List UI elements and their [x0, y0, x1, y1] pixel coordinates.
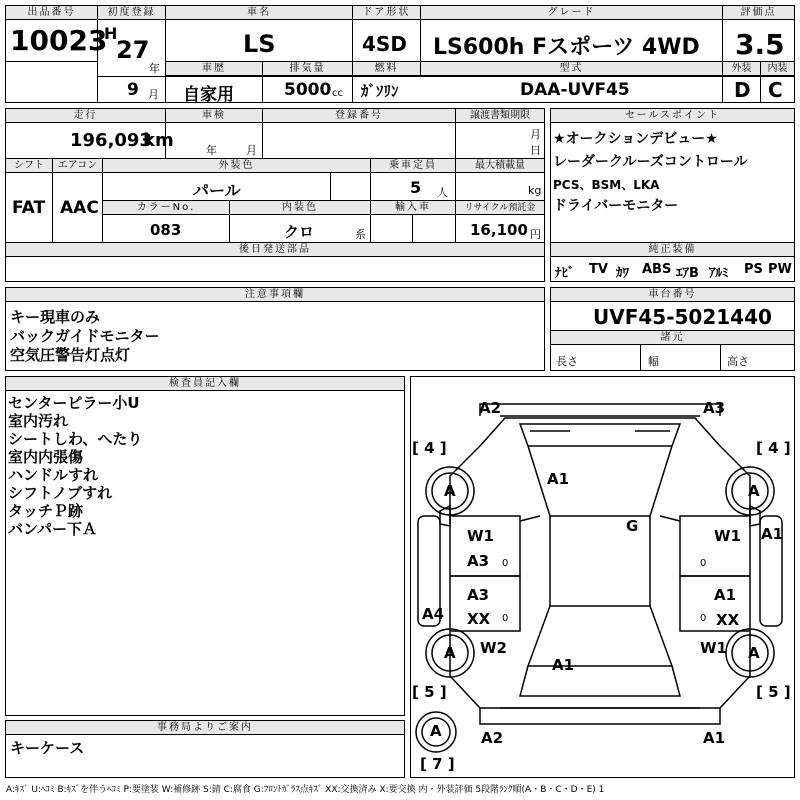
- colorno-label: カラーNo.: [103, 201, 229, 215]
- era: H: [104, 24, 118, 43]
- mark-door-rl-1: A3: [467, 586, 490, 604]
- mark-wheel-rl: A: [444, 644, 456, 662]
- insp-year-unit: 年: [206, 144, 217, 157]
- inspection-label: 車検: [166, 109, 262, 123]
- ext-grade: D: [734, 78, 751, 102]
- mark-door-rl-2: XX: [467, 610, 491, 628]
- mark-wheel-rr: A: [748, 644, 760, 662]
- wheel-no-fr: [ 4 ]: [756, 439, 791, 457]
- intcolor-label: 内装色: [230, 201, 370, 215]
- chassis-label: 車台番号: [551, 288, 794, 302]
- notes-label: 注意事項欄: [6, 288, 544, 302]
- fuel: ｶﾞｿﾘﾝ: [361, 82, 399, 100]
- ac: AAC: [60, 198, 99, 218]
- car-name: LS: [243, 30, 276, 58]
- mark-qtr-right: W1: [700, 639, 727, 657]
- car-diagram: [410, 376, 795, 778]
- int-color-unit: 系: [355, 228, 366, 241]
- mark-spare: A: [430, 722, 442, 740]
- later-parts-label: 後日発送部品: [6, 243, 544, 257]
- month-unit: 月: [148, 88, 159, 101]
- dims-label: 諸元: [551, 331, 794, 345]
- int-grade: C: [768, 78, 783, 102]
- inspector-item: バンパー下Ａ: [8, 520, 97, 538]
- ext-color: パール: [193, 181, 241, 200]
- mark-fender-right: A1: [761, 525, 784, 543]
- sales-point-item: レーダークルーズコントロール: [553, 154, 748, 170]
- capacity: 5: [410, 178, 422, 197]
- equipment-alloy: ｱﾙﾐ: [709, 266, 729, 281]
- sales-point-item: ★オークションデビュー★: [553, 131, 718, 147]
- transfer-label: 譲渡書類期限: [456, 109, 544, 123]
- score-label: 評価点: [723, 6, 794, 20]
- equipment-label: 純正装備: [551, 243, 794, 257]
- int-color: クロ: [284, 223, 315, 241]
- height-label: 高さ: [727, 355, 749, 368]
- equipment-airbag: ｴｱB: [676, 266, 699, 281]
- office-text: キーケース: [10, 739, 85, 757]
- capacity-unit: 人: [437, 186, 448, 199]
- mileage-unit: km: [143, 130, 174, 151]
- legend: A:ｷｽﾞ U:ﾍｺﾐ B:ｷｽﾞを伴うﾍｺﾐ P:要塗装 W:補修跡 S:錆 C:腐食 G:ﾌﾛﾝﾄｶﾞﾗｽ点ｷｽﾞ XX:交換済み X:要交換 内・外装評価 5段階ﾗﾝｸ順(A・B・C・D・E) 1: [6, 785, 605, 795]
- mileage-label: 走行: [6, 109, 165, 123]
- disp-label: 排気量: [263, 62, 352, 76]
- history-label: 車歴: [166, 62, 262, 76]
- mark-roof: G: [626, 517, 639, 535]
- inspector-item: タッチＰ跡: [8, 502, 84, 520]
- equipment-abs: ABS: [642, 262, 672, 277]
- equipment-tv: TV: [589, 262, 608, 277]
- inspector-label: 検査員記入欄: [6, 377, 404, 391]
- inspector-item: 室内内張傷: [8, 448, 84, 466]
- model-label: 型式: [421, 62, 722, 76]
- mark-rear-right: A1: [703, 729, 726, 747]
- load-label: 最大積載量: [456, 159, 544, 173]
- sales-point-item: PCS、BSM、LKA: [553, 178, 660, 192]
- recycle-fee: 16,100: [470, 221, 528, 239]
- inspector-item: 室内汚れ: [8, 412, 69, 430]
- mark-wheel-fr: A: [748, 482, 760, 500]
- disp-unit: cc: [332, 88, 343, 99]
- mark-hood: A1: [547, 470, 570, 488]
- equipment-leather: ｶﾜ: [616, 266, 629, 281]
- import-label: 輸入車: [371, 201, 455, 215]
- lot-label: 出品番号: [6, 6, 97, 20]
- door-type: 4SD: [362, 32, 407, 56]
- history: 自家用: [183, 85, 234, 105]
- capacity-label: 乗車定員: [371, 159, 455, 173]
- mark-trunk: A1: [552, 656, 575, 674]
- mark-pillar-left: A4: [422, 605, 445, 623]
- reg-year: 27: [116, 36, 150, 64]
- inspector-item: センターピラー小U: [8, 394, 140, 412]
- width-label: 幅: [648, 355, 659, 368]
- load-unit: kg: [528, 184, 542, 197]
- int-label: 内装: [761, 62, 794, 76]
- note-item: キー現車のみ: [10, 308, 101, 326]
- regno-label: 登録番号: [263, 109, 455, 123]
- mark-door-fr-2: A1: [714, 586, 737, 604]
- transfer-day-unit: 日: [530, 144, 541, 157]
- insp-month-unit: 月: [246, 144, 257, 157]
- mileage: 196,093: [70, 130, 152, 151]
- equipment-ps: PS: [744, 262, 763, 277]
- svg-text:0: 0: [502, 558, 509, 569]
- ac-label: エアコン: [53, 159, 102, 173]
- transfer-month-unit: 月: [530, 128, 541, 141]
- note-item: 空気圧警告灯点灯: [10, 346, 131, 364]
- mark-front-left: A2: [479, 399, 502, 417]
- sales-points-label: セールスポイント: [551, 109, 794, 123]
- lot-number: 10023: [10, 24, 108, 57]
- length-label: 長さ: [556, 355, 578, 368]
- mark-wheel-fl: A: [444, 482, 456, 500]
- shift: FAT: [12, 198, 46, 218]
- color-label: 外装色: [103, 159, 370, 173]
- equipment-navi: ﾅﾋﾞ: [555, 266, 575, 281]
- equipment-pw: PW: [768, 262, 792, 277]
- recycle-unit: 円: [530, 228, 541, 241]
- inspector-item: シートしわ、へたり: [8, 430, 143, 448]
- door-label: ドア形状: [353, 6, 420, 20]
- year-unit: 年: [149, 62, 160, 75]
- chassis-number: UVF45-5021440: [593, 305, 772, 329]
- sales-point-item: ドライバーモニター: [553, 198, 679, 214]
- wheel-no-spare: [ 7 ]: [420, 755, 455, 773]
- svg-text:0: 0: [700, 613, 707, 624]
- svg-text:0: 0: [700, 558, 707, 569]
- mark-qtr-left: W2: [480, 639, 507, 657]
- wheel-no-fl: [ 4 ]: [412, 439, 447, 457]
- inspector-item: ハンドルすれ: [8, 466, 99, 484]
- mark-door-fr-1: W1: [714, 527, 741, 545]
- mark-rear-left: A2: [481, 729, 504, 747]
- note-item: バックガイドモニター: [10, 327, 160, 345]
- displacement: 5000: [284, 80, 332, 100]
- recycle-label: リサイクル預託金: [456, 201, 544, 215]
- shift-label: シフト: [6, 159, 52, 173]
- grade-label: グレード: [421, 6, 722, 20]
- mark-front-right: A3: [703, 399, 726, 417]
- mark-door-fl-1: W1: [467, 527, 494, 545]
- color-number: 083: [150, 221, 182, 239]
- mark-door-fl-2: A3: [467, 552, 490, 570]
- score: 3.5: [735, 28, 785, 61]
- grade: LS600h Fスポーツ 4WD: [433, 35, 700, 60]
- first-reg-label: 初度登録: [98, 6, 165, 20]
- ext-label: 外装: [723, 62, 760, 76]
- wheel-no-rl: [ 5 ]: [412, 683, 447, 701]
- wheel-no-rr: [ 5 ]: [756, 683, 791, 701]
- model: DAA-UVF45: [520, 80, 630, 100]
- office-label: 事務局よりご案内: [6, 721, 404, 735]
- fuel-label: 燃料: [353, 62, 420, 76]
- car-name-label: 車名: [166, 6, 352, 20]
- reg-month: 9: [127, 80, 139, 100]
- inspector-item: シフトノブすれ: [8, 484, 113, 502]
- svg-text:0: 0: [502, 613, 509, 624]
- mark-door-rr-2: XX: [716, 611, 740, 629]
